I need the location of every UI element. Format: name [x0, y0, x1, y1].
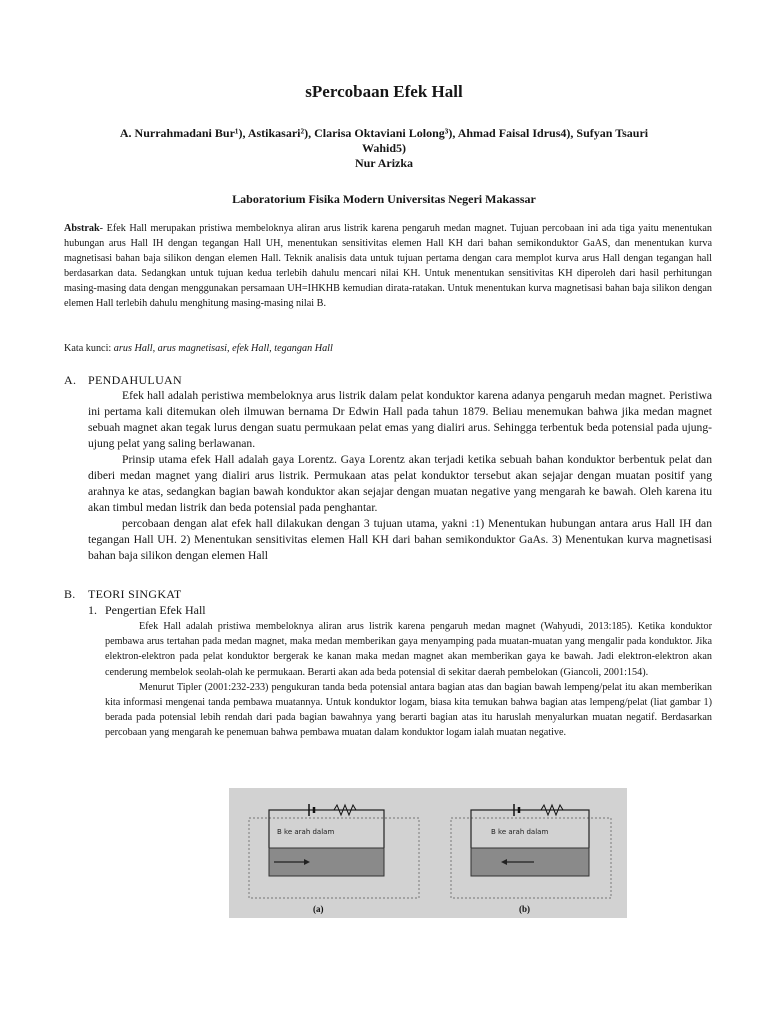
section-letter: A. — [64, 373, 77, 387]
paragraph: Efek hall adalah peristiwa membeloknya arus listrik dalam pelat konduktor karena adanya pengaruh medan magnet. Peristiwa ini pertama kali ditemukan oleh ilmuwan bernama Dr Edwin Hall pada tahun 1879. Beliau menemukan bahwa jika medan magnet sebuah magnet akan tegak lurus dengan suatu permukaan pelat emas yang dialiri arus. Sehingga terbentuk beda potensial pada ujung-ujung pelat yang saling berlawanan. — [88, 389, 712, 450]
keywords-label: Kata kunci: — [64, 343, 114, 354]
section-letter: B. — [64, 587, 76, 601]
field-label: B ke arah dalam — [491, 828, 549, 836]
abstract-label: Abstrak — [64, 223, 100, 234]
author-line: Nur Arizka — [354, 156, 414, 170]
keywords — [64, 343, 712, 354]
panel-label: (b) — [519, 904, 530, 914]
figure-panel-b — [451, 804, 611, 914]
paragraph: Prinsip utama efek Hall adalah gaya Lorentz. Gaya Lorentz akan terjadi ketika sebuah bahan konduktor berbentuk pelat dan diberi medan magnet yang dialiri arus listrik. Permukaan atas pelat konduktor tersebut akan sejajar dengan muatan positif yang arahnya ke atas, sedangkan bagian bawah konduktor akan sejajar dengan muatan negative yang mengarah ke bawah. Oleh karena itu akan timbul medan listrik dan beda potensial pada penghantar. — [88, 453, 712, 514]
author-line: Wahid5) — [361, 141, 406, 155]
keywords-text: arus Hall, arus magnetisasi, efek Hall, tegangan Hall — [113, 343, 333, 354]
section-b-body — [105, 619, 712, 741]
field-label: B ke arah dalam — [277, 828, 335, 836]
subsection-title: Pengertian Efek Hall — [105, 603, 206, 617]
section-a-body — [88, 388, 712, 564]
abstract — [64, 221, 712, 311]
subsection-number: 1. — [88, 603, 97, 617]
paper-title: sPercobaan Efek Hall — [305, 82, 463, 101]
section-heading-teori — [64, 587, 182, 602]
affiliation: Laboratorium Fisika Modern Universitas Negeri Makassar — [232, 192, 536, 206]
subsection-heading — [88, 603, 206, 618]
abstract-text: - Efek Hall merupakan pristiwa membeloknya aliran arus listrik karena pengaruh medan magnet. Tujuan percobaan ini ada tiga yaitu menentukan hubungan arus Hall IH dengan tegangan Hall UH, menentukan sensitivitas elemen Hall KH dari bahan semikonduktor GaAS, dan menentukan kurva magnetisasi bahan baja silikon dengan elemen Hall. Teknik analisis data untuk tujuan pertama dengan cara memplot kurva arus Hall dengan tegangan hall berdasarkan data. Sedangkan untuk tujuan kedua terlebih dahulu mencari nilai KH. Untuk menentukan sensitivitas KH diperoleh dari hasil perhitungan masing-masing data dengan menggunakan persamaan UH=IHKHB kemudian dirata-ratakan. Untuk menentukan kurva magnetisasi bahan baja silikon dengan elemen Hall terlebih dahulu menghitung masing-masing nilai B. — [64, 223, 712, 309]
author-line: A. Nurrahmadani Bur¹), Astikasari²), Clarisa Oktaviani Lolong³), Ahmad Faisal Idrus4), Sufyan Tsauri — [119, 126, 649, 140]
figure-panel-a — [249, 804, 419, 914]
section-title: PENDAHULUAN — [88, 373, 182, 387]
paragraph: Efek Hall adalah pristiwa membeloknya aliran arus listrik karena pengaruh medan magnet (Wahyudi, 2013:185). Ketika konduktor pembawa arus tertahan pada medan magnet, maka medan memberikan gaya menyamping pada muatan-muatan yang mengalir pada konduktor. Jika elektron-elektron pada pelat konduktor bergerak ke kanan maka medan magnet akan memberikan gaya ke bawah. Jadi elektron-elektron akan cenderung membelok seolah-olah ke permukaan. Berarti akan ada beda potensial di sekitar daerah pembelokan (Giancoli, 2001:154). — [105, 621, 712, 678]
author-block — [60, 126, 708, 171]
hall-effect-figure — [229, 788, 627, 918]
panel-label: (a) — [313, 904, 324, 914]
section-title: TEORI SINGKAT — [88, 587, 182, 601]
paragraph: percobaan dengan alat efek hall dilakukan dengan 3 tujuan utama, yakni :1) Menentukan hubungan antara arus Hall IH dan tegangan Hall UH. 2) Menentukan sensitivitas elemen Hall KH dari bahan semikonduktor GaAs. 3) Menentukan kurva magnetisasi bahan baja silikon dengan elemen Hall — [88, 517, 712, 562]
section-heading-pendahuluan — [64, 373, 182, 388]
figure-drawing — [229, 788, 627, 918]
paragraph: Menurut Tipler (2001:232-233) pengukuran tanda beda potensial antara bagian atas dan bagian bawah lempeng/pelat itu akan memberikan kita informasi mengenai tanda pembawa muatannya. Untuk konduktor logam, biasa kita temukan bahwa bagian atas lempeng/pelat (liat gambar 1) berada pada potensial lebih rendah dari pada bagian bawahnya yang berarti bagian atas itu haruslah menyalurkan muatan negatif. Berdasarkan percobaan yang mengarah ke penemuan bahwa pembawa muatan dalam konduktor logam ialah muatan negative. — [105, 681, 712, 739]
